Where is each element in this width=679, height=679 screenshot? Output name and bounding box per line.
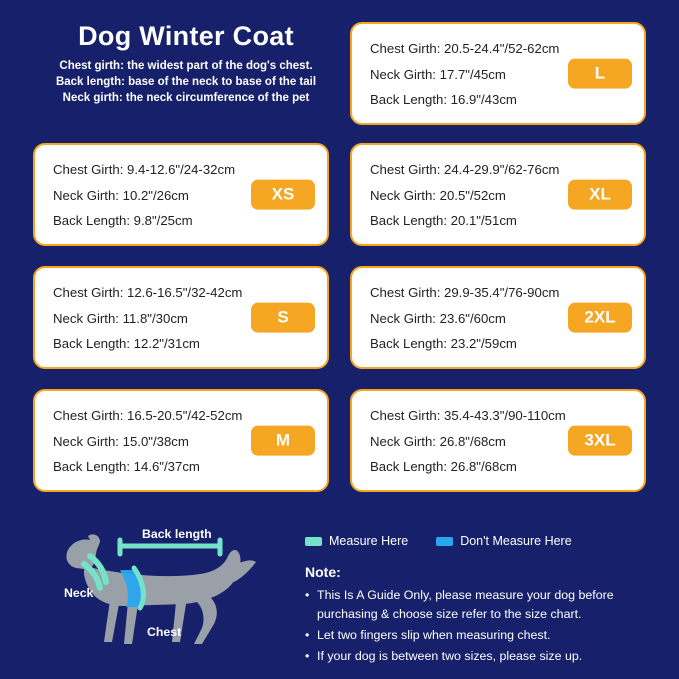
legend <box>305 534 572 548</box>
size-badge: M <box>251 425 315 456</box>
chest-girth-value: Chest Girth: 9.4-12.6"/24-32cm <box>53 162 236 177</box>
chest-girth-value: Chest Girth: 12.6-16.5"/32-42cm <box>53 285 243 300</box>
chest-girth-value: Chest Girth: 20.5-24.4"/52-62cm <box>370 41 560 56</box>
note-item: • This Is A Guide Only, please measure your dog before purchasing & choose size refer to the size chart. <box>305 586 665 624</box>
back-length-value: Back Length: 9.8"/25cm <box>53 213 193 229</box>
neck-girth-value: Neck Girth: 10.2"/26cm <box>53 187 189 203</box>
neck-girth-value: Neck Girth: 15.0"/38cm <box>53 433 189 449</box>
neck-girth-value: Neck Girth: 26.8"/68cm <box>370 433 506 449</box>
size-card-l <box>350 22 646 125</box>
size-card-3xl <box>350 389 646 492</box>
legend-item-measure <box>305 534 408 548</box>
size-badge: L <box>568 58 632 89</box>
chest-girth-value: Chest Girth: 29.9-35.4"/76-90cm <box>370 285 560 300</box>
page-title: Dog Winter Coat <box>78 21 294 51</box>
subtitle-line-1: Chest girth: the widest part of the dog's chest. <box>59 59 313 72</box>
subtitle-line-2: Back length: base of the neck to base of the tail <box>55 76 317 89</box>
neck-girth-value: Neck Girth: 11.8"/30cm <box>53 310 188 326</box>
size-badge: 3XL <box>568 425 632 456</box>
title-block <box>26 22 346 107</box>
subtitle-line-3: Neck girth: the neck circumference of the pet <box>62 92 310 105</box>
legend-label-measure: Measure Here <box>329 534 409 548</box>
note-item: • If your dog is between two sizes, please size up. <box>305 647 665 666</box>
size-badge: XL <box>568 179 632 210</box>
diagram-label-neck: Neck <box>64 586 94 600</box>
back-length-value: Back Length: 26.8"/68cm <box>370 459 517 475</box>
size-badge: XS <box>251 179 315 210</box>
note-list <box>305 586 665 665</box>
dont-measure-swatch-icon <box>436 537 453 546</box>
size-card-m <box>33 389 329 492</box>
neck-girth-value: Neck Girth: 17.7"/45cm <box>370 66 506 82</box>
note-block <box>305 562 665 668</box>
note-item: • Let two fingers slip when measuring chest. <box>305 626 665 645</box>
size-card-s <box>33 266 329 369</box>
legend-label-dont-measure: Don't Measure Here <box>460 534 572 548</box>
chest-girth-value: Chest Girth: 35.4-43.3"/90-110cm <box>370 408 566 423</box>
legend-item-dont-measure <box>436 534 571 548</box>
dog-measurement-diagram <box>24 512 294 672</box>
size-card-xs <box>33 143 329 246</box>
back-length-value: Back Length: 20.1"/51cm <box>370 213 517 229</box>
chest-girth-value: Chest Girth: 24.4-29.9"/62-76cm <box>370 162 560 177</box>
neck-girth-value: Neck Girth: 23.6"/60cm <box>370 310 506 326</box>
size-card-2xl <box>350 266 646 369</box>
size-card-xl <box>350 143 646 246</box>
size-badge: 2XL <box>568 302 632 333</box>
size-badge: S <box>251 302 315 333</box>
diagram-label-chest: Chest <box>147 625 182 639</box>
chest-girth-value: Chest Girth: 16.5-20.5"/42-52cm <box>53 408 243 423</box>
back-length-value: Back Length: 12.2"/31cm <box>53 336 200 352</box>
measure-swatch-icon <box>305 537 322 546</box>
neck-girth-value: Neck Girth: 20.5"/52cm <box>370 187 506 203</box>
back-length-value: Back Length: 16.9"/43cm <box>370 92 517 108</box>
back-length-value: Back Length: 23.2"/59cm <box>370 336 517 352</box>
back-length-value: Back Length: 14.6"/37cm <box>53 459 200 475</box>
diagram-label-back-length: Back length <box>142 527 212 541</box>
note-title: Note: <box>305 564 341 580</box>
